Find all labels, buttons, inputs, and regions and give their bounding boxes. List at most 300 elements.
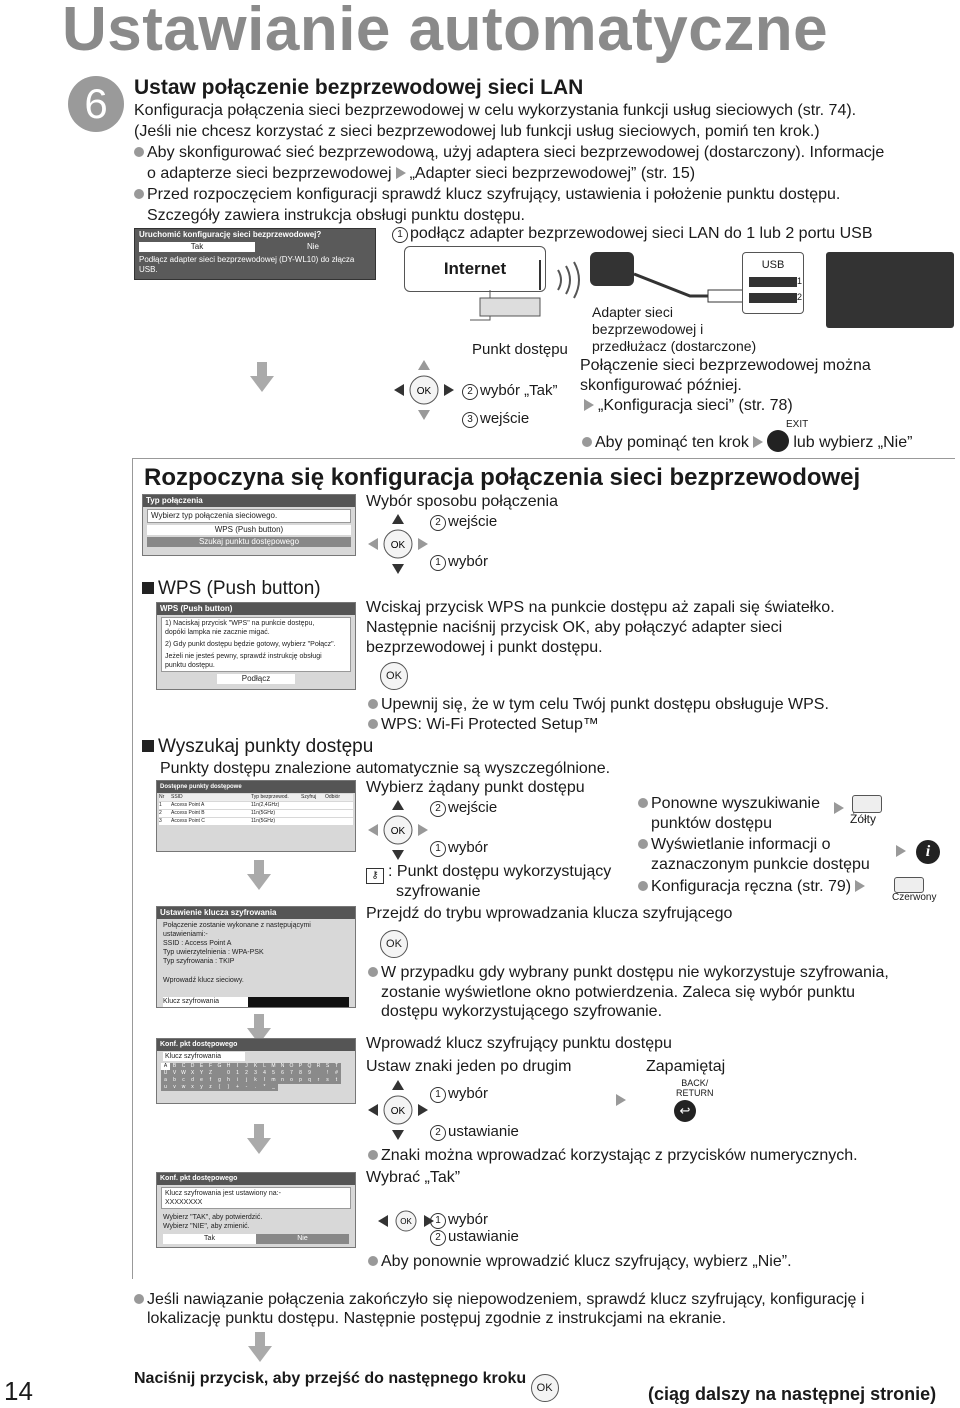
keyboard-key[interactable]: ! — [323, 1070, 332, 1077]
keyboard-key[interactable]: a — [161, 1077, 170, 1084]
rescan2: punktów dostępu — [651, 815, 772, 832]
screen-wps — [156, 602, 356, 690]
lock-note2: szyfrowanie — [396, 883, 481, 900]
screen-line: Typ uwierzytelnienia : WPA-PSK — [163, 949, 264, 956]
keyboard-key[interactable]: v — [170, 1084, 179, 1091]
pick-yes: Wybrać „Tak” — [366, 1169, 461, 1186]
keyboard-key[interactable]: f — [206, 1077, 215, 1084]
keyboard-key[interactable]: e — [197, 1077, 206, 1084]
noenc2: zostanie wyświetlone okno potwierdzenia. Zaleca się wybór punktu — [381, 984, 856, 1001]
screen-header: Uruchomić konfigurację sieci bezprzewodowej? — [139, 230, 322, 239]
keyboard-key[interactable]: F — [206, 1063, 215, 1070]
keyboard-key[interactable]: w — [179, 1084, 188, 1091]
keyboard-key[interactable]: M — [269, 1063, 278, 1070]
keyboard-key[interactable]: j — [242, 1077, 251, 1084]
keyboard-key[interactable]: z — [206, 1084, 215, 1091]
set-label — [430, 1122, 519, 1141]
circled-one: 1 — [430, 555, 446, 571]
exit-label: EXIT — [786, 419, 809, 430]
dpad-icon[interactable] — [366, 1078, 430, 1142]
circled-three: 3 — [462, 412, 478, 428]
bullet-icon — [368, 699, 378, 709]
down-arrow-icon — [247, 860, 271, 890]
wps-text3: bezprzewodowej i punkt dostępu. — [366, 639, 603, 656]
ok-button-icon[interactable]: OK — [380, 930, 408, 958]
step6-bullet1b — [147, 164, 695, 184]
later-line2: skonfigurować później. — [580, 377, 742, 394]
keyboard-key[interactable]: 3 — [251, 1070, 260, 1077]
bullet-text: Przed rozpoczęciem konfiguracji sprawdź klucz szyfrujący, ustawienia i położenie punktu dostępu. — [147, 186, 841, 203]
circled-two: 2 — [430, 1125, 446, 1141]
cell: 3 — [159, 818, 162, 824]
keyboard-key[interactable]: 0 — [224, 1070, 233, 1077]
keyboard-key[interactable]: c — [179, 1077, 188, 1084]
keyboard-key[interactable]: _ — [269, 1084, 278, 1091]
screen-instructions — [157, 1211, 355, 1233]
adapter-label-line: Adapter sieci — [592, 304, 673, 320]
keyboard-key[interactable]: * — [260, 1084, 269, 1091]
col-header: Nr — [159, 794, 165, 800]
keyboard-key[interactable]: k — [251, 1077, 260, 1084]
connect-button[interactable]: Podłącz — [217, 674, 295, 684]
numeric-note — [368, 1146, 858, 1166]
arrow-right-icon — [396, 167, 406, 179]
reenter-note — [368, 1252, 792, 1272]
step6-bullet1a — [134, 143, 884, 163]
keyboard-key[interactable]: T — [332, 1063, 341, 1070]
key-field[interactable] — [163, 997, 349, 1007]
yellow-button-icon[interactable] — [852, 795, 882, 813]
step6-bullet2a — [134, 185, 840, 205]
keyboard-key[interactable]: D — [188, 1063, 197, 1070]
bullet-icon — [638, 839, 648, 849]
bullet-icon — [368, 967, 378, 977]
select-label — [430, 1084, 488, 1103]
skip-text-2: lub wybierz „Nie” — [793, 434, 913, 451]
connect-step1-text: podłącz adapter bezprzewodowej sieci LAN do 1 lub 2 portu USB — [410, 225, 873, 242]
keyboard-key[interactable]: O — [287, 1063, 296, 1070]
arrow-right-icon — [855, 880, 865, 892]
rescan-text: Ponowne wyszukiwanie — [651, 795, 820, 812]
keyboard-key[interactable]: E — [197, 1063, 206, 1070]
screen-line: Połączenie zostanie wykonane z następującymi ustawieniami:- — [163, 922, 311, 938]
internet-box: Internet — [404, 246, 546, 292]
choose-yes — [462, 381, 558, 400]
next-step — [134, 1370, 559, 1402]
usb-port-1 — [749, 277, 797, 287]
return-label: RETURN — [676, 1088, 714, 1098]
keyboard-key[interactable]: g — [215, 1077, 224, 1084]
bullet-text: o adapterze sieci bezprzewodowej — [147, 165, 392, 182]
enterkey-l1: Wprowadź klucz szyfrujący punktu dostępu — [366, 1035, 672, 1052]
no-button[interactable]: Nie — [306, 242, 319, 251]
screen-header: Dostępne punkty dostępowe — [157, 781, 355, 793]
set-label — [430, 1227, 519, 1246]
enter-step — [462, 409, 529, 428]
keyboard-key[interactable]: R — [314, 1063, 323, 1070]
col-header: Typ bezprzewod. — [251, 794, 289, 800]
screen-header: WPS (Push button) — [157, 603, 355, 615]
screen-line: SSID : Access Point A — [163, 940, 232, 947]
keyboard-key[interactable]: G — [215, 1063, 224, 1070]
keyboard-key[interactable]: W — [179, 1070, 188, 1077]
bullet-icon — [638, 798, 648, 808]
screen-line: punktu dostępu. — [165, 662, 215, 669]
keyboard-key[interactable]: H — [224, 1063, 233, 1070]
keyboard-key[interactable]: ( — [215, 1084, 224, 1091]
rescan — [638, 794, 820, 814]
wifi-waves-icon — [558, 262, 579, 298]
screen-note: Podłącz adapter sieci bezprzewodowej (DY-WL10) do złącza USB. — [139, 255, 355, 274]
bullet-icon — [638, 881, 648, 891]
lock-icon: ⚷ — [366, 868, 384, 884]
keyboard-key[interactable]: o — [287, 1077, 296, 1084]
enter-label — [430, 798, 497, 817]
bullet-icon — [134, 1294, 144, 1304]
keyboard-key[interactable]: m — [269, 1077, 278, 1084]
keyboard-key[interactable]: ) — [224, 1084, 233, 1091]
rescan-arrow — [830, 800, 848, 818]
bullet-icon — [368, 1150, 378, 1160]
down-arrow-icon — [248, 1332, 272, 1362]
save-label: Zapamiętaj — [646, 1058, 726, 1075]
later-line1: Połączenie sieci bezprzewodowej można — [580, 357, 871, 374]
circled-two: 2 — [430, 515, 446, 531]
access-point-label: Punkt dostępu — [472, 341, 568, 358]
circled-one: 1 — [430, 1087, 446, 1103]
next-step-text: Naciśnij przycisk, aby przejść do następnego kroku — [134, 1370, 527, 1387]
screen-header: Typ połączenia — [143, 495, 355, 507]
keyboard-key[interactable]: Y — [197, 1070, 206, 1077]
screen-keyboard — [156, 1038, 356, 1104]
choose-method: Wybór sposobu połączenia — [366, 493, 558, 510]
keyboard-key[interactable]: . — [251, 1084, 260, 1091]
keyboard-key[interactable]: C — [179, 1063, 188, 1070]
keyboard-key[interactable]: P — [296, 1063, 305, 1070]
screen-body — [161, 1187, 351, 1209]
yes-button[interactable]: Tak — [139, 242, 255, 252]
step6-line2: (Jeśli nie chcesz korzystać z sieci bezprzewodowej lub funkcji usług sieciowych, pomiń ten krok.) — [134, 123, 820, 140]
adapter-label — [592, 304, 756, 355]
keyboard-key[interactable]: J — [242, 1063, 251, 1070]
svg-text:OK: OK — [400, 1217, 412, 1226]
wps-text2: Następnie naciśnij przycisk OK, aby połączyć adapter sieci — [366, 619, 783, 636]
back-label: BACK/ — [681, 1078, 709, 1088]
keyboard-key[interactable]: h — [224, 1077, 233, 1084]
option-search-ap[interactable]: Szukaj punktu dostępowego — [147, 537, 351, 547]
keyboard-row — [161, 1084, 351, 1091]
step6-bullet2b: Szczegóły zawiera instrukcja obsługi punktu dostępu. — [147, 207, 525, 224]
screen-line: 2) Gdy punkt dostępu będzie gotowy, wybierz "Połącz". — [165, 641, 336, 648]
enterkey-l2: Ustaw znaki jeden po drugim — [366, 1058, 572, 1075]
keyboard-key[interactable]: 9 — [305, 1070, 314, 1077]
keyboard-key[interactable]: y — [197, 1084, 206, 1091]
key-field-label: Klucz szyfrowania — [163, 997, 248, 1007]
screen-start-wireless — [134, 228, 376, 280]
arrow-right-icon — [896, 845, 906, 857]
info — [638, 835, 830, 855]
keyboard-key[interactable]: x — [188, 1084, 197, 1091]
square-bullet-icon — [142, 582, 154, 594]
choose-yes-text: wybór „Tak” — [480, 382, 558, 399]
bullet-icon — [134, 147, 144, 157]
keyboard-key[interactable]: - — [242, 1084, 251, 1091]
bullet-icon — [134, 189, 144, 199]
col-header: Szyfruj — [301, 794, 317, 800]
bullet-text: WPS: Wi-Fi Protected Setup™ — [381, 716, 599, 733]
fail-text: Jeśli nawiązanie połączenia zakończyło się niepowodzeniem, sprawdź klucz szyfrujący, konfigurację i — [147, 1291, 865, 1308]
section2-heading: Rozpoczyna się konfiguracja połączenia sieci bezprzewodowej — [144, 464, 861, 491]
key-field[interactable]: Klucz szyfrowania — [163, 1052, 245, 1061]
keyboard-key[interactable]: n — [278, 1077, 287, 1084]
circled-one: 1 — [430, 841, 446, 857]
cell: 11n(5GHz) — [251, 818, 276, 824]
goto-key: Przejdź do trybu wprowadzania klucza szyfrującego — [366, 905, 733, 922]
dpad-icon[interactable] — [366, 798, 430, 862]
keyboard-key[interactable]: q — [305, 1077, 314, 1084]
numeric-text: Znaki można wprowadzać korzystając z przycisków numerycznych. — [381, 1147, 858, 1164]
lock-note-text: : Punkt dostępu wykorzystujący — [388, 863, 612, 880]
svg-text:OK: OK — [390, 826, 406, 837]
enter-text: wejście — [448, 513, 498, 530]
port-2-label: 2 — [797, 292, 803, 302]
dpad-icon[interactable] — [392, 358, 456, 422]
fail-note2: lokalizację punktu dostępu. Następnie postępuj zgodnie z instrukcjami na ekranie. — [147, 1310, 727, 1327]
key-field-value[interactable] — [248, 997, 349, 1007]
cell: 11n(2,4GHz) — [251, 802, 280, 808]
tv-icon — [826, 252, 954, 328]
keyboard-key[interactable] — [215, 1070, 224, 1077]
dpad-icon[interactable] — [366, 512, 430, 576]
cell: Access Point C — [171, 818, 205, 824]
later-line3 — [580, 396, 793, 416]
keyboard-key[interactable]: u — [161, 1084, 170, 1091]
circled-two: 2 — [462, 384, 478, 400]
down-arrow-icon — [250, 362, 274, 392]
keyboard-row — [161, 1070, 351, 1077]
keyboard-key[interactable]: r — [314, 1077, 323, 1084]
svg-text:OK: OK — [416, 386, 432, 397]
cell: Access Point B — [171, 810, 205, 816]
keyboard-key[interactable]: Z — [206, 1070, 215, 1077]
red-button-icon[interactable] — [894, 877, 924, 893]
usb-plug-icon — [708, 290, 744, 302]
exit-button-icon[interactable] — [767, 430, 789, 452]
screen-header: Ustawienie klucza szyfrowania — [157, 907, 355, 919]
screen-line: dopóki lampka nie zacznie migać. — [165, 629, 270, 636]
enter-step-text: wejście — [480, 410, 530, 427]
screen-header: Konf. pkt dostępowego — [157, 1173, 355, 1185]
keyboard-key[interactable]: Q — [305, 1063, 314, 1070]
keyboard-key[interactable]: 2 — [242, 1070, 251, 1077]
select-label — [430, 838, 488, 857]
save-arrow — [612, 1092, 630, 1110]
keyboard-key[interactable]: B — [170, 1063, 179, 1070]
keyboard-key[interactable]: V — [170, 1070, 179, 1077]
keyboard-key[interactable]: 1 — [233, 1070, 242, 1077]
list-header-row — [159, 794, 353, 801]
info-arrow — [892, 843, 910, 861]
keyboard-key[interactable]: 8 — [296, 1070, 305, 1077]
bullet-text: Upewnij się, że w tym celu Twój punkt dostępu obsługuje WPS. — [381, 696, 829, 713]
adapter-label-line: przedłużacz (dostarczone) — [592, 338, 757, 354]
wps-bullet1 — [368, 695, 829, 715]
circled-one: 1 — [430, 1213, 446, 1229]
screen-body — [157, 919, 355, 987]
search-intro: Punkty dostępu znalezione automatycznie są wyszczególnione. — [160, 760, 611, 777]
keyboard-key[interactable]: l — [260, 1077, 269, 1084]
wireless-adapter-icon — [590, 252, 634, 286]
manual-config — [638, 877, 869, 897]
keyboard-key[interactable]: K — [251, 1063, 260, 1070]
info2: zaznaczonym punkcie dostępu — [651, 856, 870, 873]
keyboard-key[interactable]: s — [323, 1077, 332, 1084]
cell: Access Point A — [171, 802, 205, 808]
keyboard-key[interactable]: L — [260, 1063, 269, 1070]
keyboard-key[interactable]: A — [161, 1063, 170, 1070]
screen-key-setting — [156, 906, 356, 1008]
screen-line: Wprowadź klucz sieciowy. — [163, 977, 244, 984]
arrow-right-icon — [834, 802, 844, 814]
no-button[interactable]: Nie — [256, 1234, 349, 1244]
down-arrow-icon — [247, 1124, 271, 1154]
keyboard-key[interactable]: t — [332, 1077, 341, 1084]
noenc-text: W przypadku gdy wybrany punkt dostępu nie wykorzystuje szyfrowania, — [381, 964, 889, 981]
keyboard-key[interactable] — [314, 1070, 323, 1077]
back-return-button-icon[interactable]: ↩ — [674, 1100, 696, 1122]
table-row[interactable] — [159, 810, 353, 817]
pick-ap: Wybierz żądany punkt dostępu — [366, 779, 585, 796]
port-1-label: 1 — [797, 276, 803, 286]
keyboard-key[interactable]: 6 — [278, 1070, 287, 1077]
noenc3: dostępu wykorzystującego szyfrowanie. — [381, 1003, 663, 1020]
wps-text1: Wciskaj przycisk WPS na punkcie dostępu aż zapali się światełko. — [366, 599, 835, 616]
page-title: Ustawianie automatyczne — [62, 0, 829, 64]
bullet-text: „Adapter sieci bezprzewodowej” (str. 15) — [409, 165, 696, 182]
usb-label: USB — [761, 259, 785, 271]
enter-label — [430, 512, 497, 531]
adapter-label-line: bezprzewodowej i — [592, 321, 704, 337]
ok-button-icon[interactable]: OK — [380, 662, 408, 690]
screen-line: Typ szyfrowania : TKIP — [163, 958, 235, 965]
keyboard-key[interactable]: b — [170, 1077, 179, 1084]
screen-confirm — [156, 1172, 356, 1248]
keyboard-key[interactable]: S — [323, 1063, 332, 1070]
reenter-text: Aby ponownie wprowadzić klucz szyfrujący, wybierz „Nie”. — [381, 1253, 792, 1270]
red-label: Czerwony — [892, 892, 937, 903]
cell: 1 — [159, 802, 162, 808]
table-row[interactable] — [159, 802, 353, 809]
keyboard-key[interactable]: d — [188, 1077, 197, 1084]
keyboard-key[interactable]: p — [296, 1077, 305, 1084]
circled-two: 2 — [430, 801, 446, 817]
left-ok-right-icon[interactable] — [376, 1210, 436, 1232]
info-button-icon[interactable]: i — [916, 840, 940, 864]
search-heading — [142, 736, 373, 758]
back-return-label — [676, 1078, 714, 1098]
option-wps[interactable]: WPS (Push button) — [147, 525, 351, 535]
noenc1 — [368, 963, 889, 983]
yes-button[interactable]: Tak — [163, 1234, 256, 1244]
screen-line: Wybierz "TAK", aby potwierdzić. — [163, 1214, 263, 1221]
bullet-icon — [582, 437, 592, 447]
cell: 2 — [159, 810, 162, 816]
fail-note — [134, 1290, 864, 1310]
screen-connection-type — [142, 494, 356, 556]
svg-text:OK: OK — [390, 540, 406, 551]
usb-port-2 — [749, 293, 797, 303]
page-number: 14 — [4, 1376, 33, 1406]
keyboard-key[interactable]: N — [278, 1063, 287, 1070]
bullet-icon — [368, 719, 378, 729]
screen-body — [161, 617, 351, 672]
keyboard-row — [161, 1077, 351, 1084]
set-text: ustawianie — [448, 1228, 519, 1245]
keyboard-key[interactable]: 4 — [260, 1070, 269, 1077]
arrow-right-icon — [616, 1094, 626, 1106]
screen-header: Konf. pkt dostępowego — [157, 1039, 355, 1051]
ok-button-icon[interactable]: OK — [531, 1374, 559, 1402]
keyboard-key[interactable]: I — [233, 1063, 242, 1070]
table-row[interactable] — [159, 818, 353, 825]
keyboard-key[interactable]: X — [188, 1070, 197, 1077]
keyboard-key[interactable]: U — [161, 1070, 170, 1077]
later-line3-text: „Konfiguracja sieci” (str. 78) — [598, 397, 793, 414]
enter-text: wejście — [448, 799, 498, 816]
set-text: ustawianie — [448, 1123, 519, 1140]
keyboard-row — [161, 1063, 351, 1070]
circled-two: 2 — [430, 1230, 446, 1246]
select-text: wybór — [448, 1211, 489, 1228]
skip-line — [582, 430, 912, 453]
screen-line: Wybierz "NIE", aby zmienić. — [163, 1223, 250, 1230]
wps-bullet2 — [368, 715, 599, 735]
cell: 11n(5GHz) — [251, 810, 276, 816]
continued-label: (ciąg dalszy na następnej stronie) — [648, 1384, 937, 1404]
keyboard-key[interactable]: i — [233, 1077, 242, 1084]
keyboard-key[interactable]: 7 — [287, 1070, 296, 1077]
router-icon — [480, 298, 540, 316]
square-bullet-icon — [142, 740, 154, 752]
wps-heading — [142, 578, 321, 600]
manual-text: Konfiguracja ręczna (str. 79) — [651, 878, 852, 895]
step-number-badge: 6 — [68, 76, 124, 132]
svg-text:OK: OK — [390, 1106, 406, 1117]
keyboard-key[interactable]: 5 — [269, 1070, 278, 1077]
select-text: wybór — [448, 839, 489, 856]
step6-heading: Ustaw połączenie bezprzewodowej sieci LAN — [134, 76, 584, 99]
screen-prompt: Wybierz typ połączenia sieciowego. — [147, 509, 351, 523]
keyboard-key[interactable]: # — [332, 1070, 341, 1077]
screen-line: Klucz szyfrowania jest ustawiony na:- — [165, 1190, 281, 1197]
wps-heading-text: WPS (Push button) — [158, 578, 321, 599]
screen-line: XXXXXXXX — [165, 1199, 203, 1206]
select-text: wybór — [448, 553, 489, 570]
circled-one: 1 — [392, 227, 408, 243]
info-text: Wyświetlanie informacji o — [651, 836, 831, 853]
screen-line: Jeżeli nie jesteś pewny, sprawdź instrukcję obsługi — [165, 653, 322, 660]
bullet-text: Aby skonfigurować sieć bezprzewodową, użyj adaptera sieci bezprzewodowej (dostarczony). Informacje — [147, 144, 885, 161]
step6-line1: Konfiguracja połączenia sieci bezprzewodowej w celu wykorzystania funkcji usług sieciowych (str. 74). — [134, 102, 857, 119]
screen-ap-list — [156, 780, 356, 852]
search-heading-text: Wyszukaj punkty dostępu — [158, 736, 374, 757]
extension-cable — [634, 274, 708, 296]
lock-note — [366, 862, 611, 884]
arrow-right-icon — [753, 436, 763, 448]
keyboard-key[interactable]: + — [233, 1084, 242, 1091]
select-label — [430, 552, 488, 571]
screen-line: 1) Naciskaj przycisk "WPS" na punkcie dostępu, — [165, 620, 315, 627]
